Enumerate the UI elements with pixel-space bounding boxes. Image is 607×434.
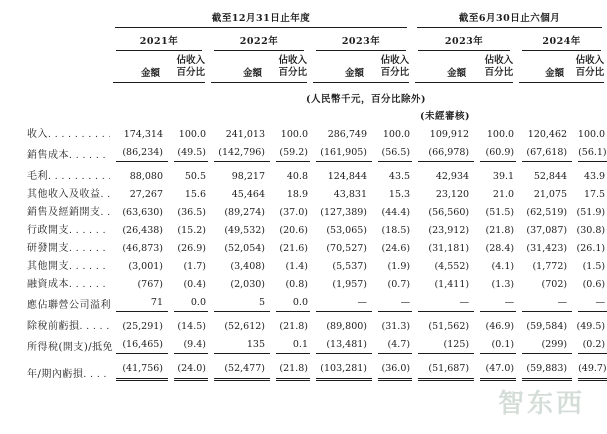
pct-header: 佔收入 百分比 <box>575 55 605 78</box>
cell-amount: 286,749 <box>327 129 367 140</box>
period-header-interim: 截至6月30日止六個月 <box>412 6 607 28</box>
cell-percentage: (0.8) <box>285 279 308 290</box>
cell-amount: (26,438) <box>122 225 163 236</box>
currency-note-row <box>0 83 607 105</box>
dot-leader <box>83 369 110 381</box>
cell-percentage: (51.5) <box>485 207 515 218</box>
cell-amount: (46,873) <box>122 243 163 254</box>
row-label-text: 收入 <box>27 129 48 140</box>
row-label <box>0 202 110 220</box>
dot-leader <box>69 150 110 162</box>
cell-percentage: (1.3) <box>491 279 515 290</box>
cell-percentage: (0.6) <box>582 279 606 290</box>
cell-percentage: (1.5) <box>582 261 606 272</box>
cell-percentage: (21.8) <box>270 358 310 385</box>
cell-percentage: (0.2) <box>572 334 607 358</box>
cell-percentage: (36.5) <box>177 207 206 218</box>
cell-amount: (31,423) <box>526 243 568 254</box>
cell-percentage: 100.0 <box>382 129 411 140</box>
amount-header: 金額 <box>140 68 160 79</box>
cell-amount: 135 <box>208 334 270 358</box>
cell-percentage: 17.5 <box>583 189 606 200</box>
cell-percentage: (15.2) <box>177 225 206 236</box>
table-row <box>0 142 607 166</box>
amount-header: 金額 <box>447 68 467 79</box>
cell-percentage: 100.0 <box>486 129 515 140</box>
row-label-text: 銷售成本 <box>27 150 69 161</box>
cell-percentage: (30.8) <box>576 225 606 236</box>
cell-amount: (86,234) <box>110 142 168 166</box>
cell-amount: (31,181) <box>428 243 470 254</box>
cell-percentage: (21.8) <box>485 225 515 236</box>
table-row <box>0 220 607 238</box>
row-label-text: 行政開支 <box>27 225 69 236</box>
cell-amount: 45,464 <box>231 189 265 200</box>
cell-amount: (52,477) <box>208 358 270 385</box>
dot-leader <box>101 207 111 219</box>
amount-header: 金額 <box>242 68 262 79</box>
cell-percentage: (51.9) <box>576 207 606 218</box>
cell-percentage: (37.0) <box>279 207 308 218</box>
unaudited-note: (未經審核) <box>420 111 470 122</box>
cell-percentage: 18.9 <box>286 189 308 200</box>
cell-percentage: 0.0 <box>270 292 310 316</box>
cell-amount: (1,957) <box>332 279 367 290</box>
cell-percentage: (31.3) <box>381 321 411 332</box>
table-row <box>0 184 607 202</box>
cell-amount: (62,519) <box>526 207 568 218</box>
cell-amount: (51,687) <box>412 358 474 385</box>
column-header-row <box>0 51 607 79</box>
amount-header: 金額 <box>344 68 364 79</box>
cell-amount: (37,087) <box>526 225 568 236</box>
table-row <box>0 124 607 142</box>
table-row <box>0 334 607 358</box>
cell-amount: 241,013 <box>225 129 265 140</box>
cell-amount: (767) <box>137 279 163 290</box>
cell-percentage: 100.0 <box>178 129 206 140</box>
cell-amount: (52,054) <box>224 243 265 254</box>
row-label-text: 研發開支 <box>27 243 69 254</box>
cell-percentage: (0.7) <box>387 279 411 290</box>
row-label <box>0 238 110 256</box>
cell-amount: 21,075 <box>533 189 568 200</box>
row-label-text: 其他收入及收益 <box>27 189 101 200</box>
period-header-annual: 截至12月31日止年度 <box>110 6 412 28</box>
table-row <box>0 238 607 256</box>
cell-amount: 124,844 <box>327 171 367 182</box>
cell-percentage: (28.4) <box>485 243 515 254</box>
income-statement-table <box>0 6 607 385</box>
cell-percentage: (49.5) <box>168 142 208 166</box>
row-label <box>0 166 110 184</box>
row-label-text: 所得稅(開支)/抵免 <box>27 342 114 353</box>
row-label <box>0 274 110 292</box>
dot-leader <box>69 279 110 291</box>
cell-percentage: 0.1 <box>270 334 310 358</box>
cell-percentage: 43.5 <box>388 171 411 182</box>
currency-note: (人民幣千元，百分比除外) <box>306 94 426 105</box>
year-header-2021: 2021年 <box>110 28 208 51</box>
cell-amount: 109,912 <box>429 129 470 140</box>
unaudited-note-row <box>0 105 607 124</box>
year-header-2023-interim: 2023年 <box>412 28 516 51</box>
cell-amount: (103,281) <box>310 358 372 385</box>
cell-amount: (51,562) <box>428 321 470 332</box>
cell-amount: (25,291) <box>122 321 163 332</box>
cell-amount: (3,408) <box>230 261 265 272</box>
table-row <box>0 292 607 316</box>
cell-percentage: 40.8 <box>286 171 308 182</box>
cell-percentage: (14.5) <box>177 321 206 332</box>
cell-amount: — <box>310 292 372 316</box>
cell-amount: (23,912) <box>428 225 470 236</box>
cell-amount: (59,584) <box>526 321 568 332</box>
cell-percentage: (49.7) <box>572 358 607 385</box>
cell-amount: (41,756) <box>110 358 168 385</box>
dot-leader <box>80 321 111 333</box>
period-header-row <box>0 6 607 28</box>
cell-amount: (16,465) <box>110 334 168 358</box>
row-label-text: 應佔聯營公司溢利 <box>27 300 111 311</box>
cell-amount: (49,532) <box>224 225 265 236</box>
table-body <box>0 124 607 385</box>
dot-leader <box>69 243 110 255</box>
cell-amount: (1,772) <box>532 261 568 272</box>
cell-percentage: (1.7) <box>183 261 206 272</box>
cell-percentage: (44.4) <box>381 207 411 218</box>
row-label <box>0 220 110 238</box>
cell-percentage: (26.1) <box>576 243 606 254</box>
cell-amount: 120,462 <box>527 129 568 140</box>
row-label-text: 年/期內虧損 <box>27 369 84 380</box>
year-header-2024-interim: 2024年 <box>516 28 607 51</box>
row-label <box>0 184 110 202</box>
cell-amount: (142,796) <box>208 142 270 166</box>
row-label-text: 其他開支 <box>27 261 69 272</box>
cell-amount: (1,411) <box>434 279 470 290</box>
cell-amount: 174,314 <box>123 129 163 140</box>
cell-amount: (53,065) <box>326 225 367 236</box>
cell-amount: (5,537) <box>332 261 367 272</box>
dot-leader <box>69 225 110 237</box>
cell-percentage: 50.5 <box>184 171 206 182</box>
cell-percentage: (56.1) <box>572 142 607 166</box>
cell-amount: 98,217 <box>231 171 265 182</box>
cell-amount: 5 <box>208 292 270 316</box>
cell-amount: (59,883) <box>516 358 572 385</box>
cell-amount: (13,481) <box>310 334 372 358</box>
cell-percentage: (4.7) <box>372 334 412 358</box>
year-header-2023: 2023年 <box>310 28 412 51</box>
row-label-text: 銷售及經銷開支 <box>27 207 101 218</box>
cell-percentage: 39.1 <box>492 171 515 182</box>
cell-amount: (4,552) <box>434 261 470 272</box>
cell-amount: (161,905) <box>310 142 372 166</box>
cell-amount: 27,267 <box>129 189 163 200</box>
row-label <box>0 316 110 334</box>
row-label-text: 融資成本 <box>27 279 69 290</box>
cell-percentage: (60.9) <box>474 142 516 166</box>
cell-amount: 71 <box>110 292 168 316</box>
cell-amount: (56,560) <box>428 207 470 218</box>
cell-amount: — <box>516 292 572 316</box>
table-row <box>0 202 607 220</box>
table-row <box>0 316 607 334</box>
cell-percentage: (26.9) <box>177 243 206 254</box>
cell-percentage: 21.0 <box>492 189 515 200</box>
cell-percentage: (21.8) <box>279 321 308 332</box>
cell-percentage: (56.5) <box>372 142 412 166</box>
cell-amount: 43,831 <box>333 189 367 200</box>
cell-percentage: (0.1) <box>474 334 516 358</box>
cell-amount: (702) <box>541 279 568 290</box>
cell-amount: 88,080 <box>129 171 163 182</box>
cell-percentage: (20.6) <box>279 225 308 236</box>
cell-percentage: (24.6) <box>381 243 411 254</box>
cell-percentage: — <box>572 292 607 316</box>
pct-header: 佔收入 百分比 <box>484 55 514 78</box>
cell-amount: (2,030) <box>230 279 265 290</box>
watermark: 智东西 <box>498 389 586 419</box>
row-label <box>0 256 110 274</box>
pct-header: 佔收入 百分比 <box>380 55 410 78</box>
row-label-text: 毛利 <box>27 171 48 182</box>
cell-amount: (89,800) <box>326 321 367 332</box>
cell-amount: (70,527) <box>326 243 367 254</box>
cell-amount: — <box>412 292 474 316</box>
cell-amount: (89,274) <box>224 207 265 218</box>
table-row <box>0 274 607 292</box>
cell-percentage: (1.9) <box>387 261 411 272</box>
amount-header: 金額 <box>545 68 565 79</box>
cell-percentage: 100.0 <box>577 129 606 140</box>
cell-percentage: — <box>474 292 516 316</box>
cell-percentage: — <box>372 292 412 316</box>
cell-amount: (66,978) <box>412 142 474 166</box>
cell-percentage: (49.5) <box>576 321 606 332</box>
cell-percentage: 43.9 <box>583 171 606 182</box>
cell-amount: (127,389) <box>320 207 367 218</box>
cell-percentage: (4.1) <box>491 261 515 272</box>
cell-amount: (125) <box>412 334 474 358</box>
table-row <box>0 256 607 274</box>
cell-percentage: 100.0 <box>280 129 308 140</box>
cell-amount: (3,001) <box>128 261 163 272</box>
cell-amount: 23,120 <box>435 189 470 200</box>
cell-percentage: 15.3 <box>388 189 411 200</box>
dot-leader <box>48 171 110 183</box>
cell-amount: 52,844 <box>533 171 568 182</box>
cell-percentage: 0.0 <box>168 292 208 316</box>
table-row <box>0 166 607 184</box>
row-label <box>0 124 110 142</box>
cell-percentage: (46.9) <box>485 321 515 332</box>
pct-header: 佔收入 百分比 <box>278 55 307 78</box>
cell-amount: (299) <box>516 334 572 358</box>
year-header-2022: 2022年 <box>208 28 310 51</box>
cell-amount: (67,618) <box>516 142 572 166</box>
cell-percentage: (9.4) <box>168 334 208 358</box>
dot-leader <box>69 261 110 273</box>
cell-percentage: (59.2) <box>270 142 310 166</box>
row-label-text: 除稅前虧損 <box>27 321 80 332</box>
row-label <box>0 334 114 358</box>
row-label <box>0 358 110 385</box>
pct-header: 佔收入 百分比 <box>176 55 205 78</box>
cell-percentage: 15.6 <box>184 189 206 200</box>
cell-percentage: (36.0) <box>372 358 412 385</box>
row-label <box>0 142 110 166</box>
cell-percentage: (0.4) <box>183 279 206 290</box>
cell-percentage: (21.6) <box>279 243 308 254</box>
row-label <box>0 292 110 316</box>
cell-amount: (52,612) <box>224 321 265 332</box>
cell-percentage: (1.4) <box>285 261 308 272</box>
dot-leader <box>101 189 111 201</box>
cell-percentage: (24.0) <box>168 358 208 385</box>
dot-leader <box>48 129 110 141</box>
table-row <box>0 358 607 385</box>
cell-amount: (63,630) <box>122 207 163 218</box>
cell-percentage: (18.5) <box>381 225 411 236</box>
cell-amount: 42,934 <box>435 171 470 182</box>
cell-percentage: (47.0) <box>474 358 516 385</box>
year-header-row <box>0 28 607 51</box>
